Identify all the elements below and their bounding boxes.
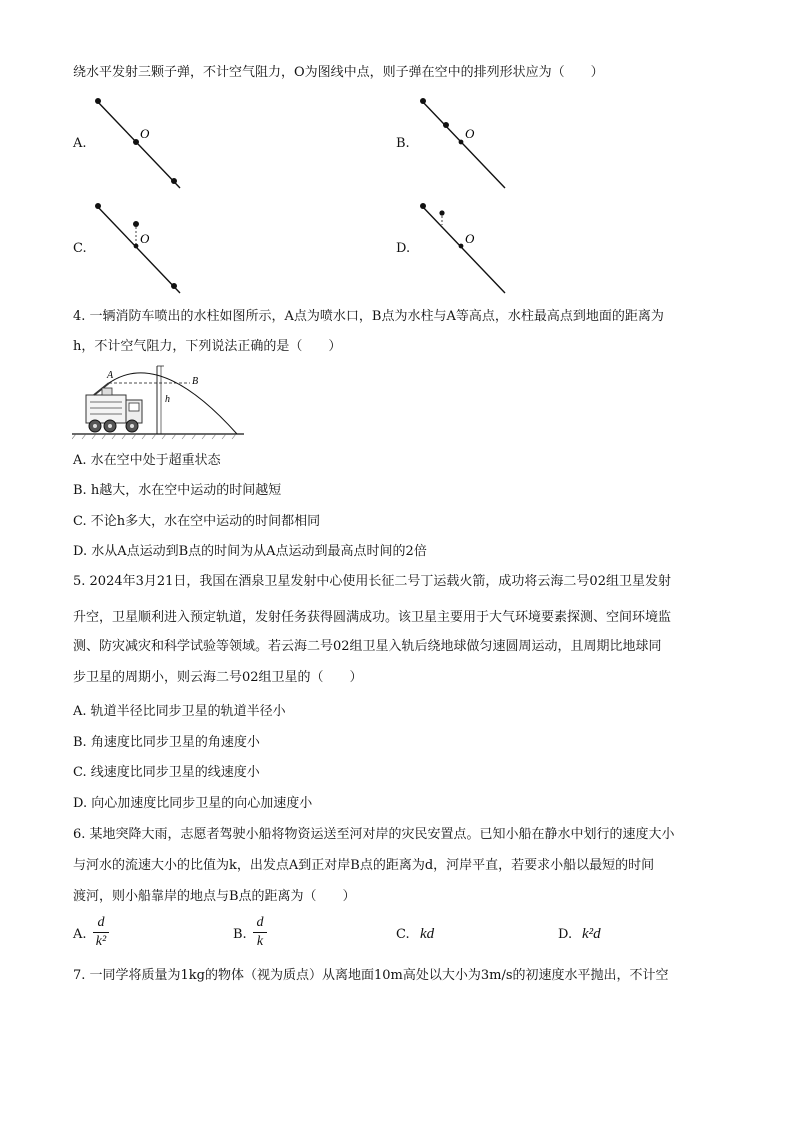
point-o-label: O [140,126,150,141]
q3-stem: 绕水平发射三颗子弹，不计空气阻力，O为图线中点，则子弹在空中的排列形状应为（ ） [73,65,604,80]
q6-option-c-label: C. [396,927,410,942]
q3-option-d-label: D. [396,241,411,256]
q5-option-a: A. 轨道半径比同步卫星的轨道半径小 [73,704,286,719]
fraction-numerator: d [97,915,105,930]
q5-stem-line-1: 5. 2024年3月21日，我国在酒泉卫星发射中心使用长征二号丁运载火箭，成功将云海二号02组卫星发射 [73,574,671,589]
q4-option-c: C. 不论h多大，水在空中运动的时间都相同 [73,514,321,529]
fraction-denominator: k² [95,934,107,949]
point-o-label: O [140,231,150,246]
bullet-dot [133,221,139,227]
height-h-label: h [165,394,170,405]
q5-option-c: C. 线速度比同步卫星的线速度小 [73,765,260,780]
point-o-label: O [465,231,475,246]
q3-figure-b [415,95,515,195]
bullet-dot [134,244,139,249]
bullet-dot [459,140,464,145]
q4-option-d: D. 水从A点运动到B点的时间为从A点运动到最高点时间的2倍 [73,544,427,559]
point-a-label: A [107,370,114,381]
q3-figure-a [90,95,190,195]
q6-option-d-label: D. [558,927,573,942]
q4-stem-line-2: h，不计空气阻力，下列说法正确的是（ ） [73,339,342,354]
q3-figure-d [415,200,515,300]
q6-option-c-value: kd [420,926,435,942]
q3-figure-c [90,200,190,300]
bullet-dot [95,203,101,209]
fraction-numerator: d [256,915,264,930]
point-b-label: B [192,376,199,387]
bullet-dot [171,283,177,289]
point-o-label: O [465,126,475,141]
fraction-denominator: k [256,934,264,949]
q6-stem-line-2: 与河水的流速大小的比值为k，出发点A到正对岸B点的距离为d，河岸平直，若要求小船以最短的时间 [73,858,655,873]
q6-option-d-value: k²d [582,926,601,942]
bullet-dot [459,244,464,249]
q5-option-d: D. 向心加速度比同步卫星的向心加速度小 [73,796,313,811]
q5-option-b: B. 角速度比同步卫星的角速度小 [73,735,260,750]
q5-stem-line-3: 测、防灾减灾和科学试验等领域。若云海二号02组卫星入轨后绕地球做匀速圆周运动，且周期比地球同 [73,639,662,654]
q6-option-b-label: B. [233,927,247,942]
bullet-dot [439,210,444,215]
q7-stem-line-1: 7. 一同学将质量为1kg的物体（视为质点）从离地面10m高处以大小为3m/s的初速度水平抛出，不计空 [73,968,669,983]
q3-option-b-label: B. [396,136,410,151]
q4-option-b: B. h越大，水在空中运动的时间越短 [73,483,282,498]
bullet-dot [420,98,426,104]
q5-stem-line-2: 升空，卫星顺利进入预定轨道，发射任务获得圆满成功。该卫星主要用于大气环境要素探测、空间环境监 [73,610,672,625]
q3-option-c-label: C. [73,241,87,256]
bullet-dot [133,139,139,145]
q4-stem-line-1: 4. 一辆消防车喷出的水柱如图所示，A点为喷水口，B点为水柱与A等高点，水柱最高点到地面的距离为 [73,309,664,324]
bullet-dot [420,203,426,209]
q6-option-a-fraction [93,915,109,950]
q4-fire-truck-figure [72,362,247,440]
q4-option-a: A. 水在空中处于超重状态 [73,453,221,468]
bullet-dot [171,178,177,184]
q3-option-a-label: A. [73,136,87,151]
q6-option-a-label: A. [73,927,87,942]
bullet-dot [95,98,101,104]
bullet-dot [443,122,449,128]
q5-stem-line-4: 步卫星的周期小，则云海二号02组卫星的（ ） [73,670,363,685]
q6-stem-line-1: 6. 某地突降大雨，志愿者驾驶小船将物资运送至河对岸的灾民安置点。已知小船在静水中划行的速度大小 [73,827,675,842]
q6-stem-line-3: 渡河，则小船靠岸的地点与B点的距离为（ ） [73,889,356,904]
q6-option-b-fraction [253,915,267,950]
